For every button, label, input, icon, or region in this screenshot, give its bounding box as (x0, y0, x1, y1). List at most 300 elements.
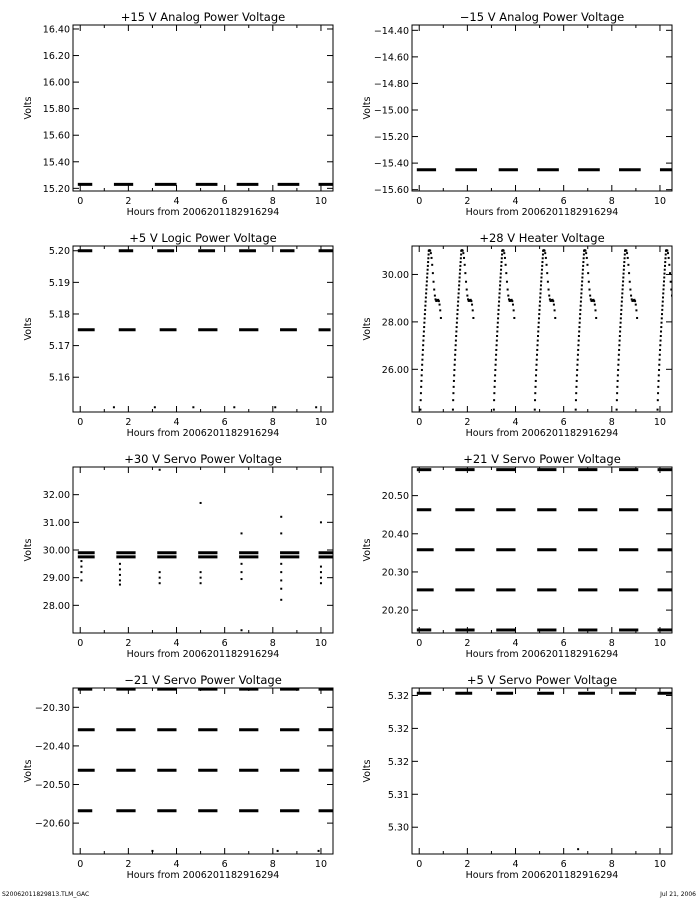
data-point (534, 399, 536, 401)
data-point (629, 289, 631, 291)
data-point (662, 305, 664, 307)
data-point (622, 277, 624, 279)
data-point (456, 317, 458, 319)
data-point (676, 309, 678, 311)
data-layer (78, 689, 333, 852)
data-point (542, 257, 544, 259)
data-point (241, 571, 243, 573)
data-point (159, 577, 161, 579)
data-point (426, 277, 428, 279)
data-point (621, 301, 623, 303)
x-tick-label: 2 (464, 859, 471, 870)
data-point (440, 317, 442, 319)
y-tick-label: −15.20 (373, 132, 409, 144)
y-tick-label: 20.20 (381, 605, 409, 617)
data-point (616, 399, 618, 401)
data-point (494, 374, 496, 376)
data-point (629, 281, 631, 283)
data-point (277, 850, 279, 852)
data-point (426, 284, 428, 286)
data-point (425, 301, 427, 303)
x-tick-label: 2 (125, 196, 132, 207)
data-point (462, 252, 464, 254)
data-point (541, 273, 543, 275)
data-point (660, 326, 662, 328)
data-point (429, 250, 431, 252)
data-point (619, 331, 621, 333)
x-tick-label: 6 (221, 196, 228, 207)
data-point (657, 386, 659, 388)
data-point (616, 392, 618, 394)
data-point (659, 349, 661, 351)
data-point (455, 331, 457, 333)
data-point (537, 340, 539, 342)
plot-frame (412, 688, 672, 854)
data-point (421, 369, 423, 371)
data-point (494, 380, 496, 382)
data-point (588, 289, 590, 291)
data-point (422, 354, 424, 356)
data-point (455, 335, 457, 337)
x-tick-label: 2 (464, 196, 471, 207)
data-point (200, 502, 202, 504)
x-axis-label: Hours from 2006201182916294 (126, 428, 280, 439)
data-point (583, 257, 585, 259)
chart-panel-3 (23, 231, 333, 439)
data-point (540, 288, 542, 290)
data-point (535, 380, 537, 382)
data-point (493, 409, 495, 411)
data-point (635, 309, 637, 311)
data-point (458, 280, 460, 282)
data-point (495, 354, 497, 356)
data-point (320, 577, 322, 579)
data-point (280, 599, 282, 601)
x-tick-label: 6 (560, 417, 567, 428)
y-tick-label: 5.32 (387, 690, 409, 702)
data-point (471, 304, 473, 306)
data-point (668, 257, 670, 259)
x-tick-label: 8 (269, 859, 276, 870)
y-tick-label: 16.00 (42, 77, 70, 89)
data-point (320, 571, 322, 573)
data-point (588, 281, 590, 283)
data-point (540, 280, 542, 282)
data-point (578, 340, 580, 342)
x-tick-label: 0 (416, 417, 423, 428)
data-point (426, 280, 428, 282)
data-point (535, 386, 537, 388)
data-point (159, 571, 161, 573)
data-point (581, 277, 583, 279)
data-point (660, 335, 662, 337)
y-tick-label: −20.40 (34, 741, 70, 753)
data-point (589, 295, 591, 297)
data-point (496, 331, 498, 333)
data-point (537, 344, 539, 346)
data-point (501, 257, 503, 259)
data-point (501, 253, 503, 255)
data-point (500, 273, 502, 275)
y-tick-label: 30.00 (42, 545, 70, 557)
data-point (621, 296, 623, 298)
data-point (537, 335, 539, 337)
data-point (457, 296, 459, 298)
data-point (119, 579, 121, 581)
data-point (658, 380, 660, 382)
data-point (671, 295, 673, 297)
data-point (159, 469, 161, 471)
data-point (579, 313, 581, 315)
y-tick-label: 15.80 (42, 104, 70, 116)
data-point (668, 264, 670, 266)
y-axis-label: Volts (362, 317, 373, 341)
data-point (463, 257, 465, 259)
x-tick-label: 8 (269, 638, 276, 649)
y-axis-label: Volts (362, 96, 373, 120)
data-point (505, 272, 507, 274)
data-point (503, 250, 505, 252)
data-point (495, 359, 497, 361)
y-tick-label: 26.00 (381, 364, 409, 376)
data-point (459, 265, 461, 267)
data-point (472, 309, 474, 311)
x-tick-label: 2 (125, 417, 132, 428)
x-tick-label: 10 (314, 196, 328, 207)
x-tick-label: 6 (221, 859, 228, 870)
data-point (626, 252, 628, 254)
data-point (80, 571, 82, 573)
data-point (420, 380, 422, 382)
chart-panel-6 (362, 452, 672, 660)
data-point (427, 269, 429, 271)
data-point (495, 349, 497, 351)
x-tick-label: 4 (173, 417, 180, 428)
data-point (422, 344, 424, 346)
data-point (513, 317, 515, 319)
x-tick-label: 8 (269, 196, 276, 207)
data-point (583, 253, 585, 255)
data-point (580, 292, 582, 294)
chart-panel-2 (362, 10, 672, 218)
y-tick-label: 28.00 (42, 600, 70, 612)
data-point (493, 392, 495, 394)
y-tick-label: 31.00 (42, 517, 70, 529)
x-tick-label: 0 (77, 638, 84, 649)
y-tick-label: 20.30 (381, 567, 409, 579)
x-tick-label: 4 (512, 638, 519, 649)
data-point (460, 253, 462, 255)
data-point (456, 322, 458, 324)
data-point (657, 392, 659, 394)
data-point (280, 579, 282, 581)
data-point (635, 304, 637, 306)
data-point (458, 288, 460, 290)
y-tick-label: 5.17 (48, 341, 70, 353)
y-tick-label: 5.16 (48, 372, 70, 384)
data-point (636, 317, 638, 319)
data-point (192, 406, 194, 408)
data-point (579, 309, 581, 311)
data-point (660, 340, 662, 342)
data-point (538, 317, 540, 319)
data-point (576, 364, 578, 366)
data-point (576, 380, 578, 382)
x-tick-label: 8 (608, 638, 615, 649)
data-point (80, 579, 82, 581)
data-point (540, 284, 542, 286)
data-point (241, 578, 243, 580)
data-point (464, 272, 466, 274)
data-point (535, 369, 537, 371)
data-point (664, 269, 666, 271)
data-point (577, 344, 579, 346)
data-point (497, 322, 499, 324)
data-point (431, 264, 433, 266)
data-point (427, 261, 429, 263)
footer-file-id: S20062011829813.TLM_GAC (2, 891, 90, 898)
data-point (494, 369, 496, 371)
data-point (595, 317, 597, 319)
data-point (80, 560, 82, 562)
y-tick-label: 5.32 (387, 723, 409, 735)
data-point (672, 300, 674, 302)
y-tick-label: 5.19 (48, 277, 70, 289)
data-point (577, 359, 579, 361)
data-point (457, 305, 459, 307)
data-point (496, 340, 498, 342)
data-point (662, 301, 664, 303)
data-point (541, 265, 543, 267)
data-point (536, 359, 538, 361)
data-point (421, 359, 423, 361)
chart-title: +5 V Servo Power Voltage (466, 673, 618, 687)
y-axis-label: Volts (23, 317, 34, 341)
data-point (536, 349, 538, 351)
y-tick-label: −14.60 (373, 52, 409, 64)
data-point (432, 272, 434, 274)
data-point (454, 349, 456, 351)
data-point (420, 392, 422, 394)
data-point (579, 317, 581, 319)
data-point (578, 335, 580, 337)
plot-frame (412, 25, 672, 191)
data-point (154, 406, 156, 408)
data-point (454, 354, 456, 356)
chart-panel-5 (23, 452, 333, 660)
data-point (544, 250, 546, 252)
data-point (545, 257, 547, 259)
data-point (433, 289, 435, 291)
data-point (664, 261, 666, 263)
chart-title: −15 V Analog Power Voltage (459, 10, 625, 24)
data-point (320, 582, 322, 584)
x-tick-label: 4 (512, 417, 519, 428)
data-point (665, 253, 667, 255)
data-point (544, 252, 546, 254)
data-point (424, 305, 426, 307)
chart-panel-4 (362, 231, 679, 439)
data-point (151, 850, 153, 852)
x-tick-label: 0 (416, 859, 423, 870)
data-point (576, 369, 578, 371)
x-tick-label: 6 (221, 638, 228, 649)
data-point (659, 344, 661, 346)
data-point (623, 261, 625, 263)
chart-title: +15 V Analog Power Voltage (120, 10, 286, 24)
data-point (320, 566, 322, 568)
chart-title: −21 V Servo Power Voltage (124, 673, 282, 687)
data-point (280, 563, 282, 565)
data-point (662, 292, 664, 294)
y-axis-label: Volts (23, 759, 34, 783)
y-tick-label: 15.40 (42, 157, 70, 169)
data-point (431, 257, 433, 259)
data-point (663, 284, 665, 286)
data-point (659, 359, 661, 361)
data-point (453, 374, 455, 376)
data-point (507, 295, 509, 297)
data-point (619, 340, 621, 342)
data-point (669, 272, 671, 274)
data-point (546, 272, 548, 274)
data-point (512, 304, 514, 306)
x-axis-label: Hours from 2006201182916294 (465, 870, 619, 881)
chart-title: +30 V Servo Power Voltage (124, 452, 282, 466)
y-tick-label: −20.60 (34, 818, 70, 830)
data-point (575, 409, 577, 411)
y-tick-label: 5.30 (387, 822, 409, 834)
data-point (624, 257, 626, 259)
data-point (675, 300, 677, 302)
data-point (575, 386, 577, 388)
data-point (423, 331, 425, 333)
data-point (433, 281, 435, 283)
x-tick-label: 10 (653, 417, 667, 428)
data-point (280, 532, 282, 534)
data-point (537, 326, 539, 328)
data-point (552, 300, 554, 302)
data-point (621, 305, 623, 307)
data-point (119, 584, 121, 586)
data-point (430, 252, 432, 254)
data-point (424, 313, 426, 315)
data-point (658, 374, 660, 376)
data-point (627, 264, 629, 266)
data-point (537, 331, 539, 333)
data-point (663, 280, 665, 282)
data-point (622, 288, 624, 290)
data-point (575, 399, 577, 401)
y-tick-label: 29.00 (42, 573, 70, 585)
data-point (628, 272, 630, 274)
data-point (499, 288, 501, 290)
x-tick-label: 8 (608, 859, 615, 870)
data-point (511, 300, 513, 302)
y-axis-label: Volts (362, 759, 373, 783)
data-point (618, 349, 620, 351)
data-point (421, 364, 423, 366)
data-point (274, 406, 276, 408)
data-point (458, 284, 460, 286)
y-tick-label: 5.20 (48, 246, 70, 258)
data-point (580, 296, 582, 298)
data-point (660, 331, 662, 333)
data-point (661, 322, 663, 324)
data-point (420, 399, 422, 401)
data-layer (78, 251, 333, 409)
data-point (617, 364, 619, 366)
data-point (674, 299, 676, 301)
data-point (280, 571, 282, 573)
y-tick-label: 5.32 (387, 756, 409, 768)
data-point (504, 257, 506, 259)
data-point (439, 304, 441, 306)
data-point (554, 309, 556, 311)
data-point (280, 588, 282, 590)
data-point (456, 326, 458, 328)
chart-title: +21 V Servo Power Voltage (463, 452, 621, 466)
data-point (539, 301, 541, 303)
data-point (579, 322, 581, 324)
data-point (241, 563, 243, 565)
plot-frame (73, 467, 333, 633)
data-point (424, 309, 426, 311)
y-tick-label: −14.80 (373, 78, 409, 90)
y-tick-label: 28.00 (381, 317, 409, 329)
x-tick-label: 6 (560, 859, 567, 870)
data-layer (417, 470, 672, 630)
data-point (159, 582, 161, 584)
data-point (582, 261, 584, 263)
data-point (616, 386, 618, 388)
data-point (657, 409, 659, 411)
data-point (470, 300, 472, 302)
data-point (496, 335, 498, 337)
data-point (553, 304, 555, 306)
data-point (534, 409, 536, 411)
data-point (424, 317, 426, 319)
data-point (663, 288, 665, 290)
data-point (622, 280, 624, 282)
data-point (546, 264, 548, 266)
data-point (620, 317, 622, 319)
x-axis-label: Hours from 2006201182916294 (465, 649, 619, 660)
x-axis-label: Hours from 2006201182916294 (465, 207, 619, 218)
data-point (454, 359, 456, 361)
x-tick-label: 0 (77, 859, 84, 870)
data-point (664, 257, 666, 259)
x-axis-label: Hours from 2006201182916294 (126, 870, 280, 881)
y-tick-label: 16.20 (42, 51, 70, 63)
data-point (547, 281, 549, 283)
data-point (422, 349, 424, 351)
data-point (627, 257, 629, 259)
data-point (618, 344, 620, 346)
plot-frame (412, 246, 672, 412)
data-point (624, 253, 626, 255)
data-point (454, 364, 456, 366)
x-tick-label: 4 (173, 859, 180, 870)
x-tick-label: 4 (512, 859, 519, 870)
data-point (503, 252, 505, 254)
x-tick-label: 6 (560, 638, 567, 649)
data-point (618, 359, 620, 361)
y-tick-label: 15.60 (42, 130, 70, 142)
data-point (423, 326, 425, 328)
plot-frame (73, 25, 333, 191)
data-point (634, 300, 636, 302)
